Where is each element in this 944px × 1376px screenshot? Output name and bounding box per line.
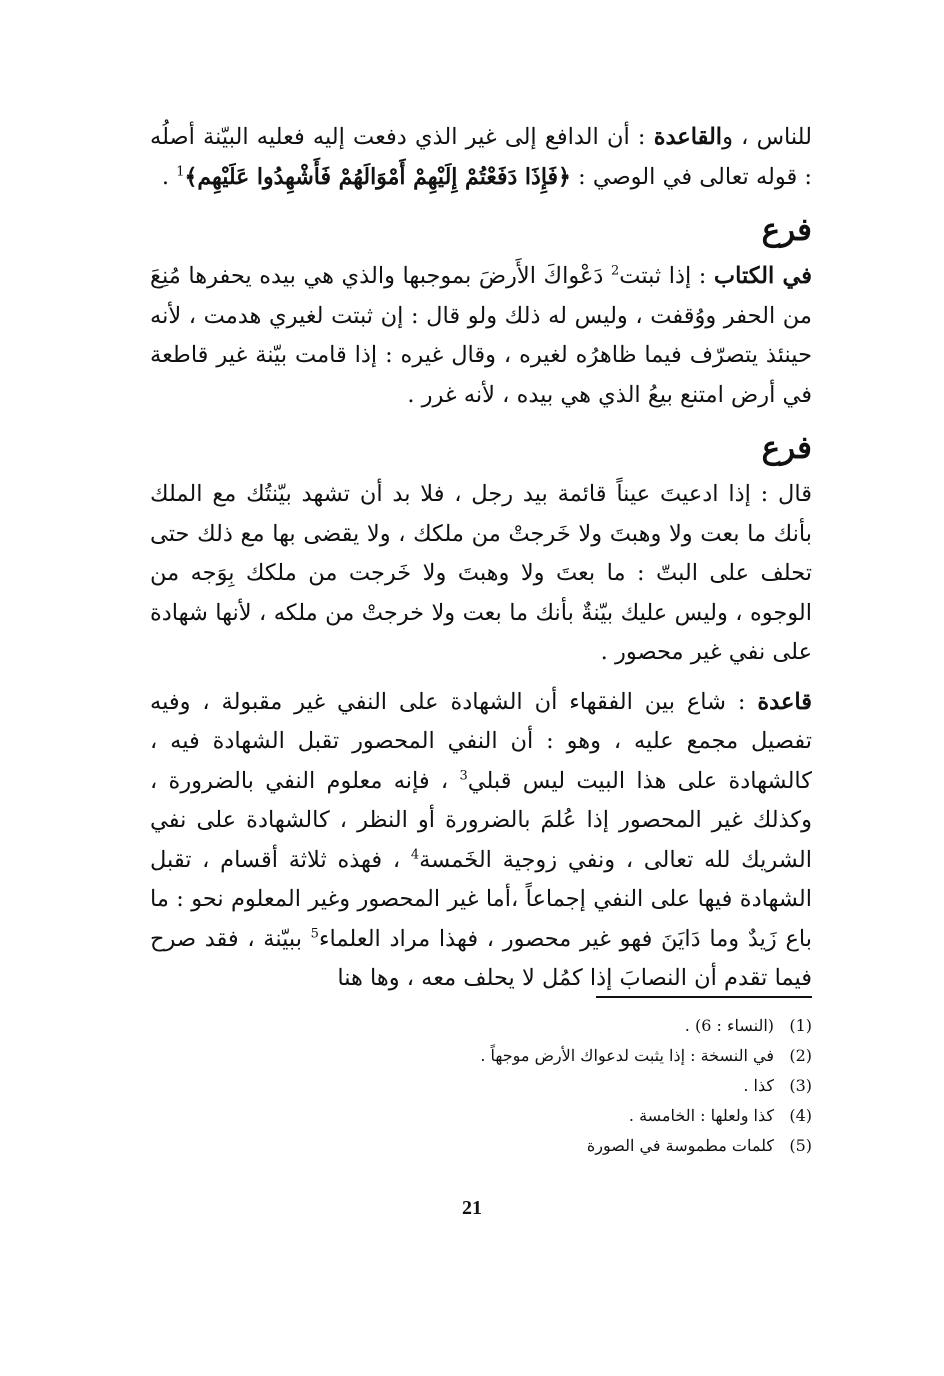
text-run: دَعْواكَ الأَرضَ بموجبها والذي هي بيده يحفرها مُنِعَ من الحفر ووُقفت ، وليس له ذلك ولو قال : إن ثبتت لغيري هدمت ، لأنه حينئذ يتصرّف فيما ظاهرُه لغيره ، وقال غيره : إذا قامت بيّنة غير قاطعة في أرض امتنع بيعُ الذي هي بيده ، لأنه غرر . — [150, 263, 812, 408]
footnote-text: في النسخة : إذا يثبت لدعواك الأرض موجهاً . — [480, 1046, 774, 1065]
section-heading-far3-1: فرع — [761, 212, 812, 248]
paragraph-1 — [150, 118, 812, 197]
section-heading-far3-2: فرع — [761, 430, 812, 466]
page-number: 21 — [462, 1197, 482, 1219]
footnote-3 — [300, 1071, 812, 1101]
paragraph-4 — [150, 683, 812, 999]
footnote-ref-1: 1 — [176, 164, 185, 179]
paragraph-2 — [150, 257, 812, 415]
footnote-number: (3) — [789, 1076, 812, 1095]
footnote-text: كذا ولعلها : الخامسة . — [628, 1106, 774, 1125]
footnote-ref-4: 4 — [410, 847, 420, 862]
keyword-fi-alkitab: في الكتاب — [713, 263, 812, 289]
footnote-1 — [300, 1011, 812, 1041]
footnote-number: (5) — [789, 1136, 812, 1155]
text-run: . — [161, 163, 177, 190]
text-run: ببيّنة ، فقد صرح فيما تقدم أن النصابَ إذا كمُل لا يحلف معه ، وها هنا — [150, 925, 812, 991]
text-run: ، فإنه معلوم النفي بالضرورة ، وكذلك غير المحصور إذا عُلمَ بالضرورة أو النظر ، كالشهادة على نفي الشريك لله تعالى ، ونفي زوجية الخَمسة — [150, 767, 812, 873]
footnote-4 — [300, 1101, 812, 1131]
footnote-5 — [300, 1131, 812, 1161]
text-run: : شاع بين الفقهاء أن الشهادة على النفي غير مقبولة ، وفيه تفصيل مجمع عليه ، وهو : أن النفي المحصور تقبل الشهادة فيه ، كالشهادة على هذا البيت ليس قبلي — [150, 688, 813, 794]
footnote-number: (1) — [789, 1016, 812, 1035]
footnote-number: (4) — [789, 1106, 812, 1125]
text-run: : أن الدافع إلى غير الذي دفعت إليه فعليه البيّنة أصلُه : قوله تعالى في الوصي : — [150, 124, 812, 190]
keyword-qaida: القاعدة — [653, 124, 723, 150]
footnote-2 — [300, 1041, 812, 1071]
text-run: : إذا ثبتت — [619, 263, 714, 289]
footnote-separator — [596, 996, 812, 998]
footnote-ref-3: 3 — [459, 768, 468, 783]
footnote-text: كلمات مطموسة في الصورة — [586, 1136, 774, 1155]
footnote-number: (2) — [789, 1046, 812, 1065]
paragraph-3: قال : إذا ادعيتَ عيناً قائمة بيد رجل ، فلا بد أن تشهد بيّنتُك مع الملك بأنك ما بعت ولا وهبتَ ولا خَرجتْ من ملكك ، ولا يقضى بها مع ذلك حتى تحلف على البتّ : ما بعتَ ولا وهبتَ ولا خَرجت من ملكك بِوَجه من الوجوه ، وليس عليك بيّنةٌ بأنك ما بعت ولا خرجتْ من ملكه ، لأنها شهادة على نفي غير محصور . — [150, 481, 812, 665]
keyword-qaida-2: قاعدة — [757, 688, 812, 715]
text-run: للناس ، و — [722, 124, 812, 150]
footnote-text: (النساء : 6) . — [684, 1016, 774, 1035]
footnotes — [300, 1011, 812, 1161]
main-text — [150, 118, 812, 1009]
footnote-ref-2: 2 — [610, 263, 620, 279]
footnote-text: كذا . — [743, 1076, 774, 1095]
footnote-ref-5: 5 — [310, 926, 319, 941]
text-run: ، فهذه ثلاثة أقسام ، تقبل الشهادة فيها على النفي إجماعاً ،أما غير المحصور وغير المعلوم نحو : ما باع زَيدٌ وما دَايَنَ فهو غير محصور ، فهذا مراد العلماء — [150, 846, 812, 952]
quran-verse: ﴿فَإِذَا دَفَعْتُمْ إِلَيْهِمْ أَمْوَالَهُمْ فَأَشْهِدُوا عَلَيْهِم﴾ — [184, 163, 571, 190]
